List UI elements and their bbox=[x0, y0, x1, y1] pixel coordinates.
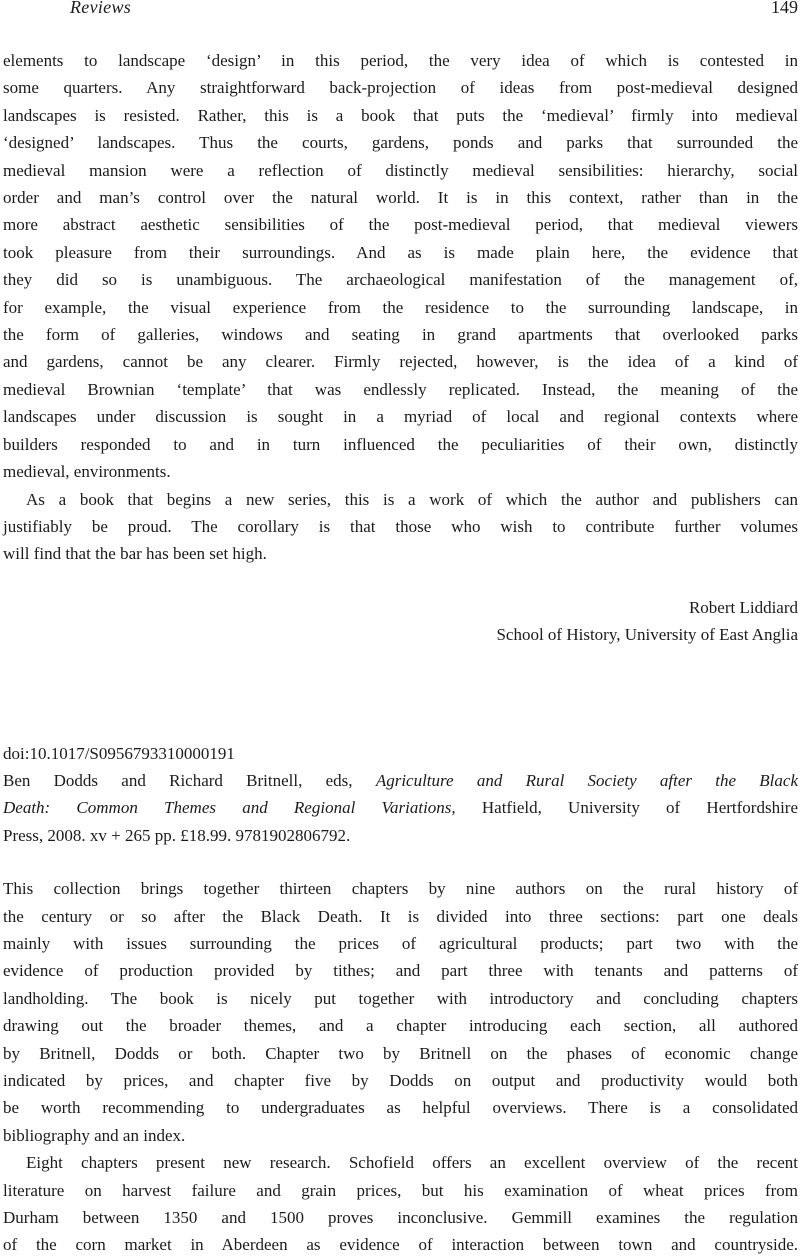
text-segment: landscapes is resisted. Rather, this is a book that puts the ‘medieval’ firmly into medieval bbox=[3, 105, 798, 125]
text-segment: more abstract aesthetic sensibilities of the post-medieval period, that medieval viewers bbox=[3, 215, 798, 235]
text-segment: indicated by prices, and chapter five by Dodds on output and productivity would both bbox=[3, 1071, 798, 1090]
review-paragraph bbox=[3, 486, 798, 568]
text-line bbox=[3, 1149, 798, 1176]
text-segment: Durham between 1350 and 1500 proves inconclusive. Gemmill examines the regulation bbox=[3, 1208, 798, 1228]
review-paragraph bbox=[3, 875, 798, 1149]
text-line bbox=[3, 431, 798, 458]
text-line bbox=[3, 1204, 798, 1231]
text-segment: builders responded to and in turn influenced the peculiarities of their own, distinctly bbox=[3, 434, 798, 454]
text-segment: will find that the bar has been set high. bbox=[3, 544, 267, 564]
review-signoff bbox=[3, 594, 798, 649]
text-segment: ‘designed’ landscapes. Thus the courts, gardens, ponds and parks that surrounded the bbox=[3, 133, 798, 153]
text-line bbox=[3, 513, 798, 540]
text-line bbox=[3, 157, 798, 184]
doi-line: doi:10.1017/S0956793310000191 bbox=[3, 743, 235, 763]
text-line bbox=[3, 957, 798, 984]
book-title-italic: Death: Common Themes and Regional Variations bbox=[3, 798, 452, 818]
text-segment: elements to landscape ‘design’ in this period, the very idea of which is contested in bbox=[3, 51, 798, 70]
running-title: Reviews bbox=[70, 0, 132, 17]
text-line bbox=[3, 875, 798, 902]
text-line bbox=[3, 129, 798, 156]
review-paragraph bbox=[3, 1149, 798, 1259]
text-segment: mainly with issues surrounding the prices of agricultural products; part two with the bbox=[3, 933, 798, 953]
next-review-heading bbox=[3, 740, 798, 850]
text-line bbox=[3, 930, 798, 957]
reviewer-name: Robert Liddiard bbox=[688, 597, 798, 617]
text-segment: order and man’s control over the natural world. It is in this context, rather than in the bbox=[3, 188, 798, 208]
book-citation bbox=[3, 767, 798, 849]
book-title-italic: Agriculture and Rural Society after the Black bbox=[375, 770, 799, 790]
text-line bbox=[3, 321, 798, 348]
text-line bbox=[3, 540, 798, 567]
text-segment: , Hatfield, University of Hertfordshire bbox=[451, 798, 798, 818]
text-segment: landscapes under discussion is sought in a myriad of local and regional contexts where bbox=[3, 407, 798, 427]
text-segment: bibliography and an index. bbox=[3, 1125, 186, 1145]
text-line bbox=[3, 348, 798, 375]
text-segment: some quarters. Any straightforward back-projection of ideas from post-medieval designed bbox=[3, 78, 798, 98]
text-segment: medieval Brownian ‘template’ that was endlessly replicated. Instead, the meaning of the bbox=[3, 379, 798, 399]
text-line bbox=[3, 376, 798, 403]
text-line bbox=[3, 822, 798, 849]
text-segment: Ben Dodds and Richard Britnell, eds, bbox=[3, 770, 376, 790]
text-segment: Eight chapters present new research. Schofield offers an excellent overview of the recent bbox=[26, 1153, 798, 1173]
text-line bbox=[3, 458, 798, 485]
text-segment: the century or so after the Black Death. It is divided into three sections: part one deals bbox=[3, 906, 798, 926]
text-line bbox=[3, 294, 798, 321]
text-line bbox=[3, 1040, 798, 1067]
text-line bbox=[3, 74, 798, 101]
text-segment: Press, 2008. xv + 265 pp. £18.99. 9781902806792. bbox=[3, 825, 351, 845]
text-line bbox=[3, 1122, 798, 1149]
text-line bbox=[3, 184, 798, 211]
text-line bbox=[3, 794, 798, 821]
text-segment: be worth recommending to undergraduates as helpful overviews. There is a consolidated bbox=[3, 1098, 798, 1118]
text-segment: drawing out the broader themes, and a chapter introducing each section, all authored bbox=[3, 1016, 798, 1036]
text-line bbox=[3, 1012, 798, 1039]
text-line bbox=[3, 403, 798, 430]
text-segment: and gardens, cannot be any clearer. Firmly rejected, however, is the idea of a kind of bbox=[3, 352, 798, 372]
text-line bbox=[3, 486, 798, 513]
text-line bbox=[3, 47, 798, 74]
text-line bbox=[3, 1067, 798, 1094]
text-segment: As a book that begins a new series, this is a work of which the author and publishers can bbox=[26, 489, 798, 509]
text-segment: the form of galleries, windows and seating in grand apartments that overlooked parks bbox=[3, 325, 798, 345]
text-line bbox=[3, 102, 798, 129]
text-segment: evidence of production provided by tithes; and part three with tenants and patterns of bbox=[3, 961, 798, 981]
text-segment: they did so is unambiguous. The archaeological manifestation of the management of, bbox=[3, 270, 798, 290]
text-line bbox=[3, 767, 798, 794]
text-segment: took pleasure from their surroundings. And as is made plain here, the evidence that bbox=[3, 242, 798, 262]
text-line bbox=[3, 903, 798, 930]
review-paragraph bbox=[3, 47, 798, 486]
page-number: 149 bbox=[771, 0, 798, 17]
text-line bbox=[3, 985, 798, 1012]
text-segment: medieval, environments. bbox=[3, 462, 171, 482]
text-segment: medieval mansion were a reflection of distinctly medieval sensibilities: hierarchy, social bbox=[3, 160, 798, 180]
text-segment: This collection brings together thirteen chapters by nine authors on the rural history of bbox=[3, 879, 798, 899]
reviewer-affiliation: School of History, University of East Anglia bbox=[496, 625, 798, 645]
text-line bbox=[3, 1094, 798, 1121]
text-line bbox=[3, 1231, 798, 1258]
text-line bbox=[3, 239, 798, 266]
text-line bbox=[3, 266, 798, 293]
text-segment: of the corn market in Aberdeen as evidence of interaction between town and countryside. bbox=[3, 1235, 798, 1255]
text-segment: justifiably be proud. The corollary is that those who wish to contribute further volumes bbox=[3, 516, 798, 536]
text-segment: landholding. The book is nicely put together with introductory and concluding chapters bbox=[3, 988, 798, 1008]
text-segment: literature on harvest failure and grain prices, but his examination of wheat prices from bbox=[3, 1180, 798, 1200]
text-line bbox=[3, 1177, 798, 1204]
text-segment: by Britnell, Dodds or both. Chapter two by Britnell on the phases of economic change bbox=[3, 1043, 798, 1063]
page-body bbox=[3, 47, 798, 1259]
text-segment: for example, the visual experience from the residence to the surrounding landscape, in bbox=[3, 297, 798, 317]
page-header bbox=[3, 0, 798, 18]
text-line bbox=[3, 211, 798, 238]
